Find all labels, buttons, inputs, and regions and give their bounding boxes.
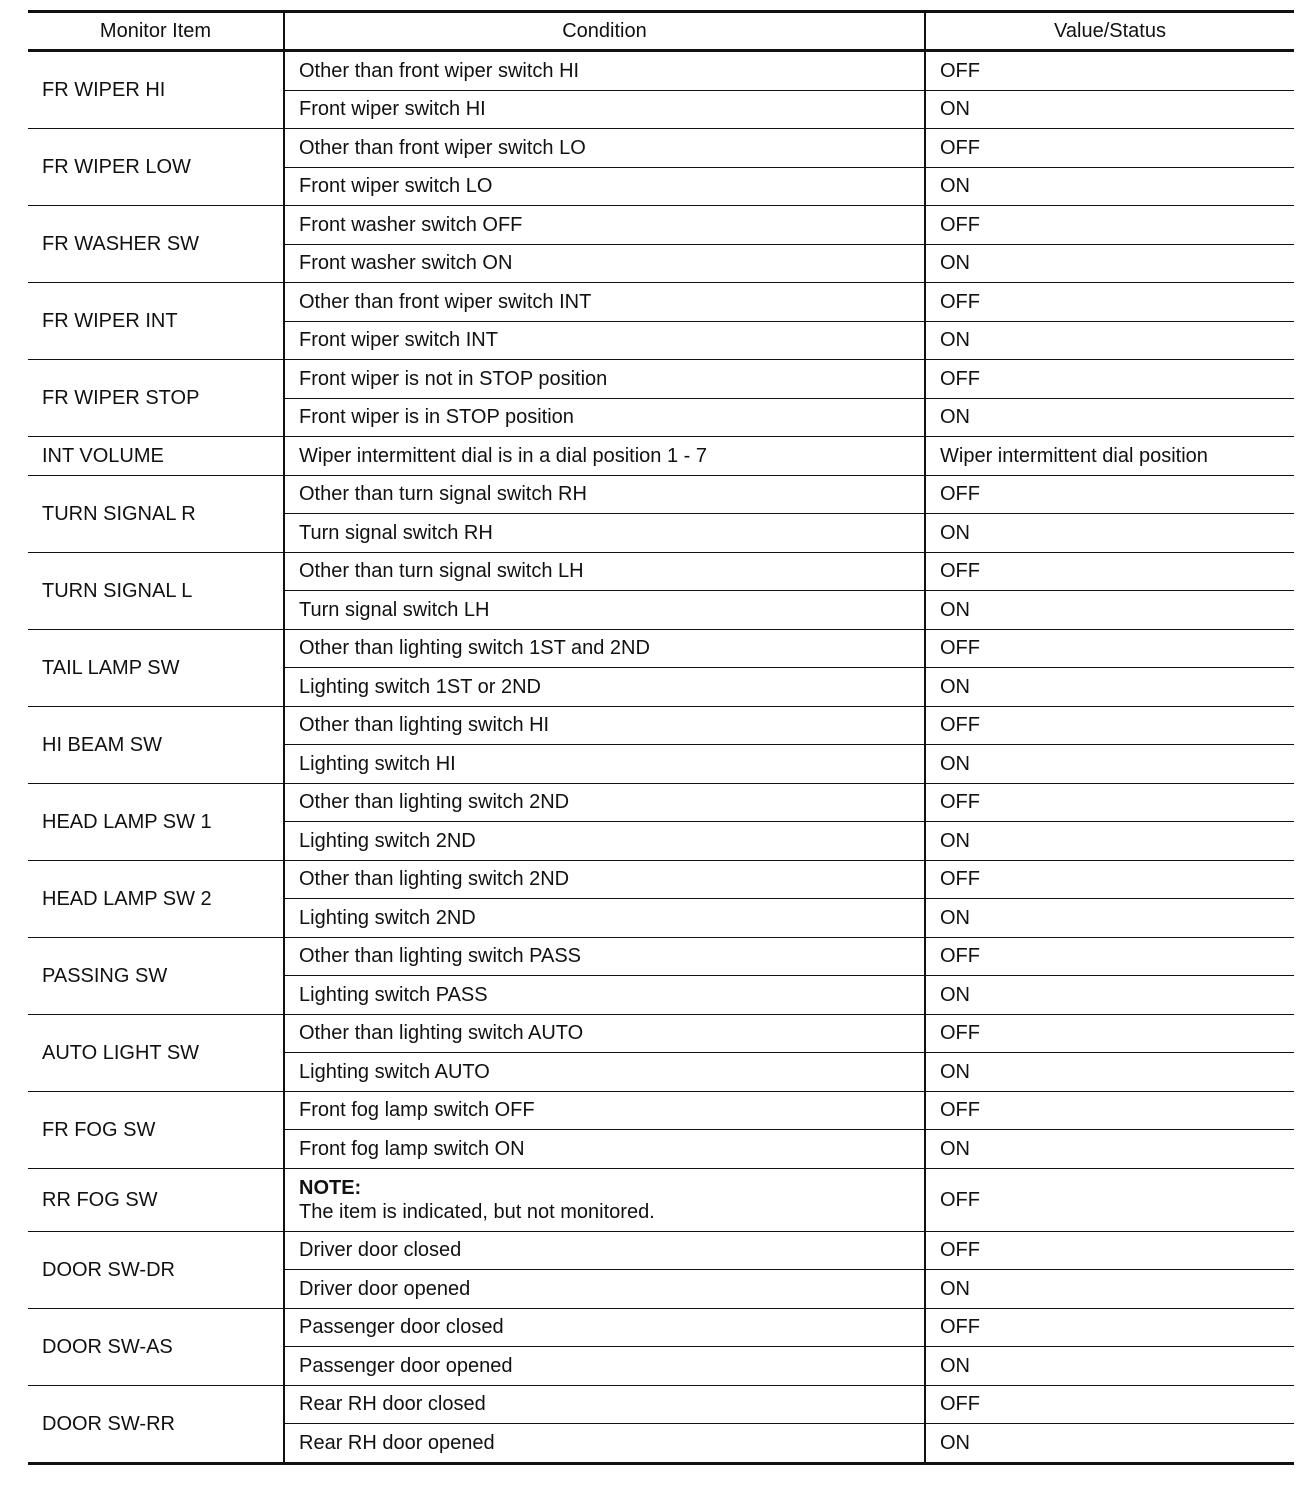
value-status-cell: OFF [925,706,1294,745]
condition-cell: Turn signal switch RH [284,514,925,553]
value-status-cell: ON [925,244,1294,283]
monitor-item-cell: FR WIPER STOP [28,360,284,437]
value-status-cell: ON [925,1130,1294,1169]
monitor-item-cell: FR FOG SW [28,1091,284,1168]
header-value-status: Value/Status [925,12,1294,51]
condition-cell: Other than turn signal switch RH [284,475,925,514]
table-row [28,437,1294,476]
condition-cell: Other than front wiper switch LO [284,129,925,168]
condition-cell: Front wiper is in STOP position [284,398,925,437]
table-row [28,129,1294,168]
table-row [28,1231,1294,1270]
condition-cell: Wiper intermittent dial is in a dial position 1 - 7 [284,437,925,476]
condition-cell: Front wiper is not in STOP position [284,360,925,399]
monitor-item-cell: FR WIPER HI [28,51,284,129]
value-status-cell: ON [925,1424,1294,1464]
condition-cell [284,1168,925,1231]
monitor-item-cell: FR WIPER INT [28,283,284,360]
monitor-item-cell: DOOR SW-DR [28,1231,284,1308]
condition-cell: Passenger door closed [284,1308,925,1347]
value-status-cell: ON [925,668,1294,707]
value-status-cell: OFF [925,206,1294,245]
value-status-cell: OFF [925,283,1294,322]
value-status-cell: ON [925,514,1294,553]
condition-cell: Driver door closed [284,1231,925,1270]
value-status-cell: OFF [925,860,1294,899]
value-status-cell: Wiper intermittent dial position [925,437,1294,476]
value-status-cell: ON [925,321,1294,360]
condition-cell: Lighting switch 1ST or 2ND [284,668,925,707]
monitor-item-cell: TAIL LAMP SW [28,629,284,706]
monitor-item-cell: DOOR SW-AS [28,1308,284,1385]
table-row [28,51,1294,91]
note-label: NOTE: [299,1176,362,1199]
value-status-cell: OFF [925,552,1294,591]
monitor-item-cell: AUTO LIGHT SW [28,1014,284,1091]
monitor-item-cell: TURN SIGNAL R [28,475,284,552]
value-status-cell: OFF [925,1385,1294,1424]
value-status-cell: OFF [925,1231,1294,1270]
condition-cell: Turn signal switch LH [284,591,925,630]
monitor-item-cell: RR FOG SW [28,1168,284,1231]
header-row [28,12,1294,51]
value-status-cell: OFF [925,1308,1294,1347]
monitor-item-cell: INT VOLUME [28,437,284,476]
monitor-item-cell: DOOR SW-RR [28,1385,284,1463]
value-status-cell: ON [925,167,1294,206]
value-status-cell: ON [925,591,1294,630]
monitor-item-cell: TURN SIGNAL L [28,552,284,629]
table-header [28,12,1294,51]
condition-cell: Other than lighting switch 2ND [284,783,925,822]
condition-cell: Other than lighting switch HI [284,706,925,745]
table-row [28,1308,1294,1347]
condition-cell: Rear RH door closed [284,1385,925,1424]
condition-cell: Front wiper switch HI [284,90,925,129]
monitor-item-cell: FR WASHER SW [28,206,284,283]
value-status-cell: ON [925,976,1294,1015]
condition-cell: Front washer switch ON [284,244,925,283]
table-row [28,1385,1294,1424]
monitor-item-cell: PASSING SW [28,937,284,1014]
table-body [28,51,1294,1464]
condition-cell: Other than front wiper switch HI [284,51,925,91]
header-monitor-item: Monitor Item [28,12,284,51]
value-status-cell: OFF [925,360,1294,399]
header-condition: Condition [284,12,925,51]
condition-cell: Lighting switch AUTO [284,1053,925,1092]
monitor-item-cell: HEAD LAMP SW 2 [28,860,284,937]
value-status-cell: OFF [925,783,1294,822]
condition-cell: Lighting switch PASS [284,976,925,1015]
condition-cell: Lighting switch HI [284,745,925,784]
value-status-cell: ON [925,899,1294,938]
value-status-cell: OFF [925,51,1294,91]
condition-cell: Other than front wiper switch INT [284,283,925,322]
value-status-cell: ON [925,745,1294,784]
value-status-cell: OFF [925,629,1294,668]
monitor-item-cell: HI BEAM SW [28,706,284,783]
table-row [28,783,1294,822]
value-status-cell: OFF [925,1168,1294,1231]
condition-cell: Passenger door opened [284,1347,925,1386]
note-text: The item is indicated, but not monitored. [299,1200,655,1223]
table-row [28,206,1294,245]
condition-cell: Rear RH door opened [284,1424,925,1464]
condition-cell: Front wiper switch INT [284,321,925,360]
table-row [28,937,1294,976]
condition-cell: Front fog lamp switch ON [284,1130,925,1169]
condition-cell: Other than lighting switch AUTO [284,1014,925,1053]
table-row [28,1091,1294,1130]
value-status-cell: OFF [925,1014,1294,1053]
monitor-item-cell: FR WIPER LOW [28,129,284,206]
table-row [28,360,1294,399]
monitor-item-cell: HEAD LAMP SW 1 [28,783,284,860]
table-row [28,860,1294,899]
table-row [28,552,1294,591]
table-row [28,1168,1294,1231]
value-status-cell: ON [925,822,1294,861]
condition-cell: Lighting switch 2ND [284,822,925,861]
value-status-cell: ON [925,1053,1294,1092]
value-status-cell: OFF [925,129,1294,168]
condition-cell: Front washer switch OFF [284,206,925,245]
value-status-cell: OFF [925,475,1294,514]
condition-cell: Lighting switch 2ND [284,899,925,938]
value-status-cell: ON [925,90,1294,129]
value-status-cell: ON [925,398,1294,437]
table-row [28,629,1294,668]
condition-cell: Other than lighting switch 2ND [284,860,925,899]
table-row [28,475,1294,514]
condition-cell: Other than lighting switch PASS [284,937,925,976]
condition-cell: Driver door opened [284,1270,925,1309]
table-row [28,706,1294,745]
value-status-cell: ON [925,1347,1294,1386]
condition-cell: Other than lighting switch 1ST and 2ND [284,629,925,668]
value-status-cell: OFF [925,937,1294,976]
condition-cell: Front fog lamp switch OFF [284,1091,925,1130]
value-status-cell: ON [925,1270,1294,1309]
table-row [28,1014,1294,1053]
value-status-cell: OFF [925,1091,1294,1130]
condition-cell: Other than turn signal switch LH [284,552,925,591]
monitor-item-table [28,10,1294,1465]
table-row [28,283,1294,322]
condition-cell: Front wiper switch LO [284,167,925,206]
